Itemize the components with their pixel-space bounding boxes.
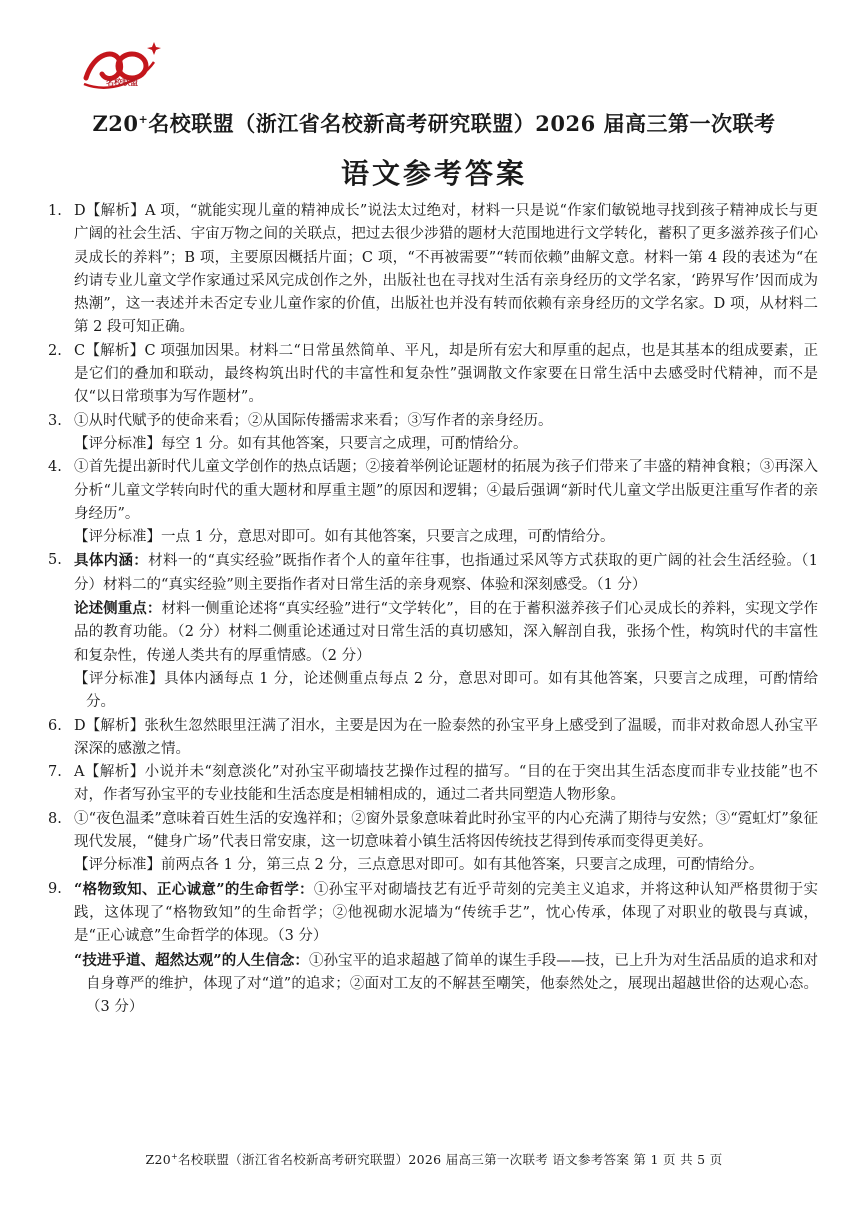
- answer-item-4: 4. ①首先提出新时代儿童文学创作的热点话题；②接着举例论证题材的拓展为孩子们带来了丰盛的精神食粮；③再深入分析“儿童文学转向时代的重大题材和厚重主题”的原因和逻辑；④最后强调“新时代儿童文学出版更注重写作者的亲身经历”。: [48, 459, 818, 522]
- answer-item-2: 2. C【解析】C 项强加因果。材料二“日常虽然简单、平凡，却是所有宏大和厚重的起点，也是其基本的组成要素，正是它们的叠加和联动，最终构筑出时代的丰富性和复杂性”强调散文作家要在日常生活中去感受时代精神，而不是仅“以日常琐事为写作题材”。: [48, 342, 818, 406]
- answer-item-6: 6. D【解析】张秋生忽然眼里汪满了泪水，主要是因为在一脸泰然的孙宝平身上感受到了温暖，而非对救命恩人孙宝平深深的感激之情。: [48, 717, 818, 757]
- logo-label: 名校联盟: [106, 78, 138, 87]
- answer-paragraph: “技进乎道、超然达观”的人生信念：①孙宝平的追求超越了简单的谋生手段——技，已上升为对生活品质的追求和对自身尊严的维护，体现了对“道”的追求；②面对工友的不解甚至嘲笑，他泰然处之，展现出超越世俗的达观心态。（3 分）: [74, 951, 818, 1016]
- answer-list: [48, 200, 818, 1019]
- page-footer: Z20+名校联盟（浙江省名校新高考研究联盟）2026 届高三第一次联考 语文参考答案 第 1 页 共 5 页: [145, 1151, 723, 1167]
- answer-item-5: 5. 具体内涵：材料一的“真实经验”既指作者个人的童年往事，也指通过采风等方式获取的更广阔的社会生活经验。（1 分）材料二的“真实经验”则主要指作者对日常生活的亲身观察、体验和深刻感受。（1 分）: [48, 552, 818, 593]
- section-label: 论述侧重点：: [74, 600, 162, 618]
- answer-paragraph: 论述侧重点：材料一侧重论述将“真实经验”进行“文学转化”，目的在于蓄积滋养孩子们心灵成长的养料，实现文学作品的教育功能。（2 分）材料二侧重论述通过对日常生活的真切感知，深入解剖自我，张扬个性，构筑时代的丰富性和复杂性，传递人类共有的厚重情感。（2 分）: [74, 600, 819, 664]
- section-label: “技进乎道、超然达观”的人生信念：: [74, 951, 309, 969]
- scoring-standard: 【评分标准】每空 1 分。如有其他答案，只要言之成理，可酌情给分。: [74, 435, 528, 452]
- exam-header-title: Z20+名校联盟（浙江省名校新高考研究联盟）2026 届高三第一次联考: [92, 111, 776, 136]
- answer-item-7: 7. A【解析】小说并未“刻意淡化”对孙宝平砌墙技艺操作过程的描写。“目的在于突出其生活态度而非专业技能”也不对，作者写孙宝平的专业技能和生活态度是相辅相成的，通过二者共同塑造人物形象。: [48, 764, 818, 804]
- answer-item-8: 8. ①“夜色温柔”意味着百姓生活的安逸祥和；②窗外景象意味着此时孙宝平的内心充满了期待与安然；③“霓虹灯”象征现代发展，“健身广场”代表日常安康，这一切意味着小镇生活将因传统技艺得到传承而变得更美好。: [48, 810, 818, 851]
- section-label: 具体内涵：: [74, 552, 149, 570]
- section-label: “格物致知、正心诚意”的生命哲学：: [74, 880, 314, 898]
- scoring-standard: 【评分标准】具体内涵每点 1 分，论述侧重点每点 2 分，意思对即可。如有其他答案，只要言之成理，可酌情给分。: [74, 670, 818, 711]
- scoring-standard: 【评分标准】一点 1 分，意思对即可。如有其他答案，只要言之成理，可酌情给分。: [74, 529, 615, 546]
- answer-item-3: 3. ①从时代赋予的使命来看；②从国际传播需求来看；③写作者的亲身经历。: [48, 412, 553, 429]
- answer-item-9: 9. “格物致知、正心诚意”的生命哲学：①孙宝平对砌墙技艺有近乎苛刻的完美主义追求，并将这种认知严格贯彻于实践，这体现了“格物致知”的生命哲学；②他视砌水泥墙为“传统手艺”，忱心传承，体现了对职业的敬畏与真诚，是“正心诚意”生命哲学的体现。（3 分）: [48, 880, 818, 945]
- answer-item-1: 1. D【解析】A 项，“就能实现儿童的精神成长”说法太过绝对，材料一只是说“作家们敏锐地寻找到孩子精神成长与更广阔的社会生活、宇宙万物之间的关联点，把过去很少涉猎的题材大范围地进行文学转化，蓄积了更多滋养孩子们心灵成长的养料”；B 项，主要原因概括片面；C 项，“不再被需要”“转而依赖”曲解文意。材料一第 4 段的表述为“在约请专业儿童文学作家通过采风完成创作之外，出版社也在寻找对生活有亲身经历的文学名家，‘跨界写作’因而成为热潮”，这一表述并未否定专业儿童作家的价值，出版社也并没有转而依赖有亲身经历的文学名家。D 项，从材料二第 2 段可知正确。: [48, 203, 818, 336]
- scoring-standard: 【评分标准】前两点各 1 分，第三点 2 分，三点意思对即可。如有其他答案，只要言之成理，可酌情给分。: [74, 857, 764, 874]
- document-title: 语文参考答案: [340, 157, 527, 190]
